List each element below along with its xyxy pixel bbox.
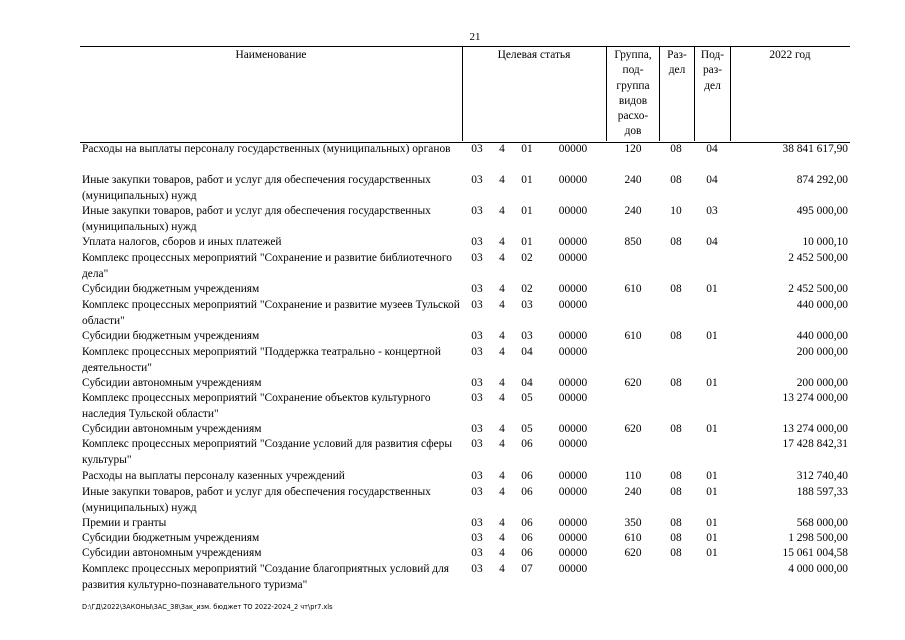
header-group-line: видов [618, 94, 648, 107]
row-amount: 568 000,00 [796, 517, 848, 529]
row-amount: 15 061 004,58 [782, 547, 848, 559]
row-code-1: 03 [471, 377, 483, 389]
row-amount: 4 000 000,00 [788, 563, 848, 575]
row-amount: 1 298 500,00 [788, 532, 848, 544]
row-code-4: 00000 [558, 547, 588, 559]
header-subsection-line: раз- [702, 64, 723, 77]
row-name: Иные закупки товаров, работ и услуг для обеспечения государственных (муниципальных) нужд [82, 486, 431, 514]
row-code-4: 00000 [558, 236, 588, 248]
row-code-4: 00000 [558, 470, 588, 482]
row-group: 240 [624, 205, 642, 217]
row-subsection: 04 [706, 143, 718, 155]
row-amount: 10 000,10 [802, 236, 848, 248]
row-name: Расходы на выплаты персоналу государственных (муниципальных) органов [82, 143, 451, 155]
row-name: Субсидии бюджетным учреждениям [82, 532, 260, 544]
row-code-2: 4 [499, 392, 505, 404]
row-code-1: 03 [471, 438, 483, 450]
row-code-1: 03 [471, 423, 483, 435]
row-subsection: 01 [706, 547, 718, 559]
row-amount: 495 000,00 [796, 205, 848, 217]
row-section: 08 [670, 547, 682, 559]
row-subsection: 01 [706, 330, 718, 342]
row-section: 08 [670, 486, 682, 498]
row-code-1: 03 [471, 486, 483, 498]
row-name: Субсидии автономным учреждениям [82, 547, 262, 559]
row-group: 350 [624, 517, 642, 529]
row-subsection: 01 [706, 283, 718, 295]
row-code-3: 03 [521, 330, 533, 342]
row-code-4: 00000 [558, 563, 588, 575]
header-group-line: группа [616, 79, 650, 92]
row-code-2: 4 [499, 532, 505, 544]
row-name: Комплекс процессных мероприятий "Создание благоприятных условий для развития культурно-познавательного туризма" [82, 563, 450, 591]
row-code-3: 02 [521, 283, 533, 295]
row-code-1: 03 [471, 547, 483, 559]
row-section: 10 [670, 205, 682, 217]
row-group: 610 [624, 532, 642, 544]
row-code-3: 01 [521, 174, 533, 186]
row-code-4: 00000 [558, 143, 588, 155]
row-subsection: 01 [706, 486, 718, 498]
row-subsection: 04 [706, 174, 718, 186]
row-code-1: 03 [471, 330, 483, 342]
row-code-3: 07 [521, 563, 533, 575]
row-code-1: 03 [471, 470, 483, 482]
row-code-4: 00000 [558, 517, 588, 529]
row-code-4: 00000 [558, 330, 588, 342]
row-code-1: 03 [471, 563, 483, 575]
row-subsection: 01 [706, 377, 718, 389]
row-section: 08 [670, 330, 682, 342]
row-subsection: 01 [706, 517, 718, 529]
header-group-line: расхо- [617, 110, 649, 123]
row-amount: 188 597,33 [796, 486, 848, 498]
row-group: 120 [624, 143, 642, 155]
row-code-4: 00000 [558, 252, 588, 264]
header-year: 2022 год [769, 49, 811, 61]
row-subsection: 01 [706, 423, 718, 435]
row-code-4: 00000 [558, 205, 588, 217]
row-code-2: 4 [499, 283, 505, 295]
row-subsection: 04 [706, 236, 718, 248]
row-name: Субсидии автономным учреждениям [82, 377, 262, 389]
page-number: 21 [469, 31, 481, 43]
row-code-2: 4 [499, 252, 505, 264]
row-section: 08 [670, 283, 682, 295]
row-amount: 13 274 000,00 [782, 423, 848, 435]
row-code-4: 00000 [558, 532, 588, 544]
header-group [607, 48, 659, 140]
row-code-2: 4 [499, 143, 505, 155]
row-name: Субсидии бюджетным учреждениям [82, 330, 260, 342]
row-subsection: 01 [706, 532, 718, 544]
header-group-line: под- [622, 64, 644, 77]
row-code-3: 05 [521, 423, 533, 435]
row-section: 08 [670, 423, 682, 435]
row-group: 240 [624, 174, 642, 186]
row-group: 610 [624, 283, 642, 295]
header-subsection [695, 48, 730, 94]
row-name: Комплекс процессных мероприятий "Создание условий для развития сферы культуры" [82, 438, 452, 466]
row-subsection: 03 [706, 205, 718, 217]
row-amount: 13 274 000,00 [782, 392, 848, 404]
row-section: 08 [670, 236, 682, 248]
row-section: 08 [670, 532, 682, 544]
header-subsection-line: дел [704, 79, 721, 92]
row-code-1: 03 [471, 517, 483, 529]
row-name: Комплекс процессных мероприятий "Сохранение объектов культурного наследия Тульской области" [82, 392, 431, 420]
header-subsection-line: Под- [700, 49, 725, 61]
row-code-3: 06 [521, 547, 533, 559]
row-code-4: 00000 [558, 346, 588, 358]
row-section: 08 [670, 517, 682, 529]
row-name: Субсидии автономным учреждениям [82, 423, 262, 435]
row-code-3: 02 [521, 252, 533, 264]
row-amount: 2 452 500,00 [788, 252, 848, 264]
row-code-2: 4 [499, 174, 505, 186]
row-code-2: 4 [499, 470, 505, 482]
row-code-1: 03 [471, 346, 483, 358]
row-group: 620 [624, 423, 642, 435]
row-code-1: 03 [471, 205, 483, 217]
header-section-line: Раз- [667, 49, 687, 61]
row-code-2: 4 [499, 236, 505, 248]
header-section [660, 48, 694, 79]
header-section-line: дел [668, 64, 686, 77]
row-code-2: 4 [499, 423, 505, 435]
row-amount: 440 000,00 [796, 330, 848, 342]
row-code-4: 00000 [558, 174, 588, 186]
row-code-2: 4 [499, 205, 505, 217]
row-code-2: 4 [499, 438, 505, 450]
row-group: 620 [624, 377, 642, 389]
row-code-2: 4 [499, 377, 505, 389]
row-amount: 874 292,00 [796, 174, 848, 186]
row-code-2: 4 [499, 346, 505, 358]
row-name: Субсидии бюджетным учреждениям [82, 283, 260, 295]
row-name: Расходы на выплаты персоналу казенных учреждений [82, 470, 345, 482]
row-section: 08 [670, 174, 682, 186]
row-amount: 312 740,40 [796, 470, 848, 482]
row-code-3: 04 [521, 377, 533, 389]
header-name: Наименование [235, 49, 307, 61]
row-code-2: 4 [499, 330, 505, 342]
row-group: 850 [624, 236, 642, 248]
row-code-3: 06 [521, 532, 533, 544]
row-code-4: 00000 [558, 392, 588, 404]
row-section: 08 [670, 377, 682, 389]
row-name: Уплата налогов, сборов и иных платежей [82, 236, 282, 248]
row-amount: 2 452 500,00 [788, 283, 848, 295]
row-code-4: 00000 [558, 377, 588, 389]
row-code-4: 00000 [558, 423, 588, 435]
header-target-article: Целевая статья [497, 49, 571, 61]
row-code-4: 00000 [558, 299, 588, 311]
row-code-3: 06 [521, 517, 533, 529]
file-path-footer: D:\ГД\2022\ЗАКОНЫ\ЗАС_38\Зак_изм. бюджет ТО 2022-2024_2 чт\pr7.xls [82, 603, 333, 611]
row-subsection: 01 [706, 470, 718, 482]
row-code-1: 03 [471, 174, 483, 186]
row-code-1: 03 [471, 143, 483, 155]
row-group: 620 [624, 547, 642, 559]
row-code-2: 4 [499, 517, 505, 529]
row-amount: 200 000,00 [796, 346, 848, 358]
row-section: 08 [670, 143, 682, 155]
row-group: 610 [624, 330, 642, 342]
row-code-3: 06 [521, 438, 533, 450]
row-code-2: 4 [499, 547, 505, 559]
row-name: Комплекс процессных мероприятий "Сохранение и развитие музеев Тульской области" [82, 299, 460, 327]
row-name: Комплекс процессных мероприятий "Поддержка театрально - концертной деятельности" [82, 346, 441, 374]
row-code-1: 03 [471, 299, 483, 311]
row-code-3: 01 [521, 236, 533, 248]
header-group-line: Группа, [614, 49, 652, 61]
row-amount: 38 841 617,90 [782, 143, 848, 155]
row-code-1: 03 [471, 532, 483, 544]
row-code-2: 4 [499, 563, 505, 575]
row-group: 110 [624, 470, 642, 482]
row-code-4: 00000 [558, 283, 588, 295]
row-group: 240 [624, 486, 642, 498]
row-code-1: 03 [471, 252, 483, 264]
row-name: Премии и гранты [82, 517, 167, 529]
row-code-3: 01 [521, 205, 533, 217]
row-name: Иные закупки товаров, работ и услуг для обеспечения государственных (муниципальных) нужд [82, 174, 431, 202]
row-code-3: 04 [521, 346, 533, 358]
row-code-4: 00000 [558, 486, 588, 498]
row-code-1: 03 [471, 283, 483, 295]
row-code-3: 06 [521, 486, 533, 498]
row-section: 08 [670, 470, 682, 482]
header-group-line: дов [624, 125, 642, 138]
row-code-3: 06 [521, 470, 533, 482]
row-code-3: 05 [521, 392, 533, 404]
row-amount: 440 000,00 [796, 299, 848, 311]
row-code-3: 01 [521, 143, 533, 155]
row-code-1: 03 [471, 236, 483, 248]
row-name: Комплекс процессных мероприятий "Сохранение и развитие библиотечного дела" [82, 252, 452, 280]
row-code-2: 4 [499, 299, 505, 311]
row-amount: 17 428 842,31 [782, 438, 848, 450]
row-code-4: 00000 [558, 438, 588, 450]
row-code-3: 03 [521, 299, 533, 311]
row-code-1: 03 [471, 392, 483, 404]
header-divider [462, 46, 463, 141]
row-amount: 200 000,00 [796, 377, 848, 389]
row-name: Иные закупки товаров, работ и услуг для обеспечения государственных (муниципальных) нужд [82, 205, 431, 233]
row-code-2: 4 [499, 486, 505, 498]
